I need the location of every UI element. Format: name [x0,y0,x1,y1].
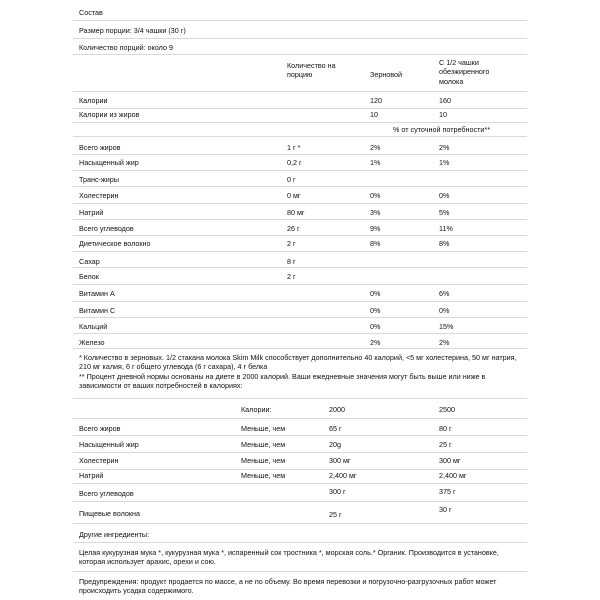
nutrient-label: Натрий [79,208,104,217]
nutrient-amount: 26 г [287,224,300,233]
reference-row [73,502,527,524]
serving-size: Размер порции: 3/4 чашки (30 г) [79,26,186,35]
nutrient-with-milk-dv: 5% [439,208,450,217]
nutrient-label: Всего жиров [79,143,121,152]
nutrient-label: Транс-жиры [79,175,119,184]
nutrient-cereal-dv: 0% [370,289,381,298]
reference-row [73,419,527,436]
nutrient-row [73,318,527,334]
reference-label: Всего жиров [79,424,121,433]
nutrient-with-milk-dv: 2% [439,338,450,347]
reference-2000-value: 25 г [329,510,342,519]
reference-2000-value: 300 г [329,487,346,496]
reference-label: Натрий [79,471,104,480]
nutrient-label: Витамин C [79,306,116,315]
reference-qualifier: Меньше, чем [241,456,286,465]
nutrient-label: Кальций [79,322,108,331]
column-header-row [73,55,527,92]
nutrient-with-milk-dv: 8% [439,239,450,248]
reference-row [73,436,527,453]
reference-qualifier: Меньше, чем [241,440,286,449]
nutrient-cereal-dv: 0% [370,322,381,331]
reference-2000-value: 300 мг [329,456,351,465]
nutrient-row [73,155,527,171]
nutrient-amount: 2 г [287,272,296,281]
nutrient-row [73,252,527,268]
nutrient-cereal-dv: 9% [370,224,381,233]
nutrient-row [73,302,527,318]
nutrient-amount: 0 г [287,175,296,184]
nutrient-label: Диетическое волокно [79,239,151,248]
column-with-milk-header: С 1/2 чашки обезжиренного молока [439,58,490,86]
warning-section [73,572,527,600]
reference-2500-value: 80 г [439,424,452,433]
nutrient-row [73,204,527,220]
nutrient-row [73,220,527,236]
nutrient-label: Белок [79,272,99,281]
nutrient-with-milk-dv: 11% [439,224,453,233]
nutrient-amount: 80 мг [287,208,305,217]
nutrient-row [73,285,527,302]
servings-row [73,39,527,55]
footnote-text: * Количество в зерновых. 1/2 стакана молока Skim Milk способствует дополнительно 40 калорий, <5 мг холестерина, 50 мг натрия, 210 мг калия, 6 г общего углевода (6 г сахара), 4 г белка ** Процент дневной нормы основаны на диете в 2000 калорий. Ваши ежедневные значения могут быть выше или ниже в зависимости от ваших потребностей в калориях: [79,353,517,391]
servings-count: Количество порций: около 9 [79,43,173,52]
reference-qualifier: Меньше, чем [241,471,286,480]
nutrient-label: Насыщенный жир [79,158,139,167]
nutrient-row [73,334,527,349]
serving-size-row [73,21,527,39]
reference-2500-value: 2,400 мг [439,471,467,480]
reference-row [73,484,527,502]
daily-value-header-row [73,123,527,137]
nutrient-with-milk-dv: 0% [439,306,450,315]
nutrient-row [73,236,527,252]
reference-2500-value: 30 г [439,505,452,514]
reference-label: Холестерин [79,456,119,465]
footnote-row [73,349,527,399]
nutrient-amount: 0 мг [287,191,301,200]
reference-label: Всего углеводов [79,489,134,498]
nutrient-with-milk-dv: 2% [439,143,450,152]
nutrient-cereal-dv: 1% [370,158,381,167]
reference-2000-value: 20g [329,440,341,449]
nutrient-row [73,171,527,187]
calories-from-fat-row [73,109,527,123]
reference-2000-value: 2,400 мг [329,471,357,480]
column-amount-header: Количество на порцию [287,61,336,80]
nutrient-label: Железо [79,338,105,347]
nutrient-label: Витамин A [79,289,115,298]
reference-2500-value: 375 г [439,487,456,496]
nutrient-label: Холестерин [79,191,119,200]
nutrient-row [73,268,527,285]
reference-row [73,453,527,470]
calories-from-fat-label: Калории из жиров [79,110,140,119]
other-ingredients-row [73,543,527,572]
calories-from-fat-with-milk: 10 [439,110,447,119]
reference-calories-label: Калории: [241,405,272,414]
calories-label: Калории [79,96,108,105]
reference-row [73,470,527,484]
document-title: Состав [79,8,103,17]
nutrient-amount: 1 г * [287,143,301,152]
nutrient-amount: 8 г [287,257,296,266]
reference-2000-value: 65 г [329,424,342,433]
nutrient-cereal-dv: 2% [370,338,381,347]
calories-row [73,92,527,109]
nutrient-cereal-dv: 0% [370,191,381,200]
nutrient-cereal-dv: 3% [370,208,381,217]
reference-2000-header: 2000 [329,405,345,414]
nutrient-cereal-dv: 0% [370,306,381,315]
nutrient-with-milk-dv: 15% [439,322,454,331]
nutrient-cereal-dv: 2% [370,143,381,152]
daily-value-header: % от суточной потребности** [393,125,490,134]
title-row [73,0,527,21]
reference-label: Насыщенный жир [79,440,139,449]
calories-with-milk: 160 [439,96,451,105]
reference-header-row [73,399,527,419]
reference-2500-value: 25 г [439,440,452,449]
column-cereal-header: Зерновой [370,70,403,79]
nutrient-amount: 0,2 г [287,158,302,167]
nutrient-row [73,137,527,155]
reference-label: Пищевые волокна [79,509,140,518]
other-ingredients-title: Другие ингредиенты: [79,530,150,539]
nutrient-with-milk-dv: 6% [439,289,450,298]
nutrient-cereal-dv: 8% [370,239,381,248]
nutrient-row [73,187,527,204]
nutrient-with-milk-dv: 1% [439,158,450,167]
reference-2500-header: 2500 [439,405,455,414]
nutrient-label: Сахар [79,257,100,266]
nutrient-amount: 2 г [287,239,296,248]
nutrient-label: Всего углеводов [79,224,134,233]
reference-qualifier: Меньше, чем [241,424,286,433]
other-ingredients-text: Целая кукурузная мука *, кукурузная мука *, испаренный сок тростника *, морская соль.* Органик. Производится в установке, которая использует арахис, орехи и сою. [79,548,499,567]
nutrient-with-milk-dv: 0% [439,191,450,200]
other-ingredients-title-row [73,524,527,543]
warning-text: Предупреждения: продукт продается по массе, а не по объему. Во время перевозки и погрузочно-разгрузочных работ может происходить усадка содержимого. [79,577,497,596]
calories-from-fat-cereal: 10 [370,110,378,119]
reference-2500-value: 300 мг [439,456,461,465]
calories-cereal: 120 [370,96,382,105]
